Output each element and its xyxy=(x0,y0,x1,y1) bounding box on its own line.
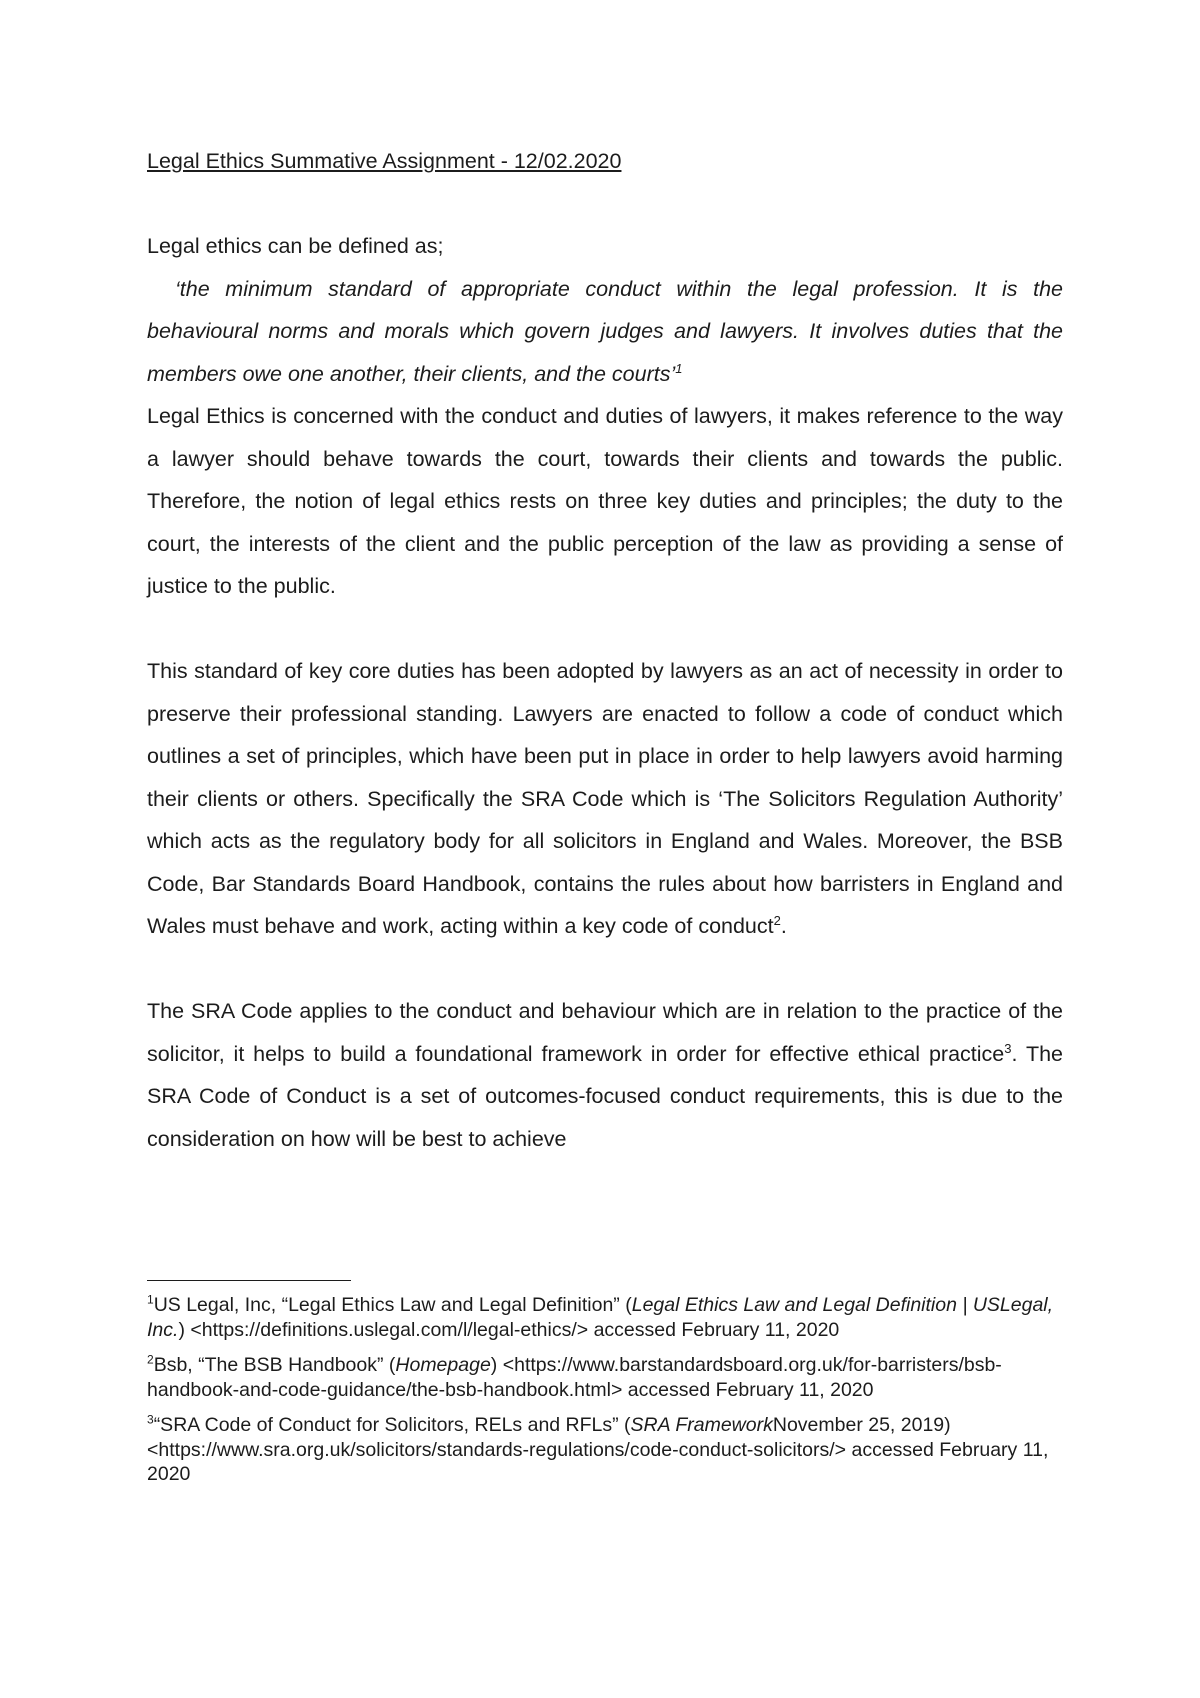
spacer xyxy=(147,183,1063,226)
footnote-3 xyxy=(147,1413,1063,1487)
paragraph-2 xyxy=(147,650,1063,948)
footnote-source-title: Homepage xyxy=(395,1354,491,1376)
spacer xyxy=(147,608,1063,651)
paragraph-2-text: This standard of key core duties has been adopted by lawyers as an act of necessity in order to preserve their professional standing. Lawyers are enacted to follow a code of conduct which outlines a set of principles, which have been put in place in order to help lawyers avoid harming their clients or others. Specifically the SRA Code which is ‘The Solicitors Regulation Authority’ which acts as the regulatory body for all solicitors in England and Wales. Moreover, the BSB Code, Bar Standards Board Handbook, contains the rules about how barristers in England and Wales must behave and work, acting within a key code of conduct xyxy=(147,659,1063,938)
footnote-source-title: SRA Framework xyxy=(630,1414,773,1436)
footnote-link[interactable]: ) <https://www.barstandardsboard.org.uk/for-barristers/bsb-handbook-and-code-guidance/the-bsb-handbook.html> accessed February 11, 2020 xyxy=(147,1354,1002,1401)
paragraph-3-text: The SRA Code applies to the conduct and behaviour which are in relation to the practice of the solicitor, it helps to build a foundational framework in order for effective ethical practice xyxy=(147,999,1063,1066)
spacer xyxy=(147,948,1063,991)
document-title: Legal Ethics Summative Assignment - 12/02.2020 xyxy=(147,149,622,173)
footnote-ref-2[interactable]: 2 xyxy=(773,912,781,928)
paragraph-3-continued: . The SRA Code of Conduct is a set of outcomes-focused conduct requirements, this is due to the consideration on how will be best to achieve xyxy=(147,1041,1064,1151)
footnote-text: Bsb, “The BSB Handbook” ( xyxy=(153,1354,396,1376)
definition-quote xyxy=(147,268,1063,396)
paragraph-1: Legal Ethics is concerned with the conduct and duties of lawyers, it makes reference to the way a lawyer should behave towards the court, towards their clients and towards the public. Therefore, the notion of legal ethics rests on three key duties and principles; the duty to the court, the interests of the client and the public perception of the law as providing a sense of justice to the public. xyxy=(147,404,1063,598)
footnote-1 xyxy=(147,1293,1063,1342)
body-text xyxy=(147,140,1063,1160)
footnote-2 xyxy=(147,1353,1063,1402)
intro-line: Legal ethics can be defined as; xyxy=(147,234,444,258)
footnote-link[interactable]: ) <https://definitions.uslegal.com/l/legal-ethics/> accessed February 11, 2020 xyxy=(178,1318,840,1341)
footnote-ref-3[interactable]: 3 xyxy=(1004,1040,1012,1056)
paragraph-3 xyxy=(147,990,1063,1160)
paragraph-2-end: . xyxy=(780,914,787,938)
footnote-text: US Legal, Inc, “Legal Ethics Law and Legal Definition” ( xyxy=(153,1294,632,1316)
footnote-number: 1 xyxy=(147,1292,154,1307)
footnote-source-title: Legal Ethics Law and Legal Definition | USLegal, Inc. xyxy=(147,1294,1054,1341)
footnote-number: 2 xyxy=(147,1352,154,1367)
footnote-text: “SRA Code of Conduct for Solicitors, RELs and RFLs” ( xyxy=(153,1414,631,1436)
quote-text: ‘the minimum standard of appropriate conduct within the legal profession. It is the behavioural norms and morals which govern judges and lawyers. It involves duties that the members owe one another, their clients, and the courts’ xyxy=(147,276,1063,386)
footnote-separator xyxy=(147,1280,351,1281)
footnote-link[interactable]: November 25, 2019) <https://www.sra.org.uk/solicitors/standards-regulations/code-conduct-solicitors/> accessed February 11, 2020 xyxy=(147,1414,1049,1485)
footnotes xyxy=(147,1293,1063,1498)
footnote-number: 3 xyxy=(147,1412,154,1427)
footnote-ref-1[interactable]: 1 xyxy=(675,360,683,376)
